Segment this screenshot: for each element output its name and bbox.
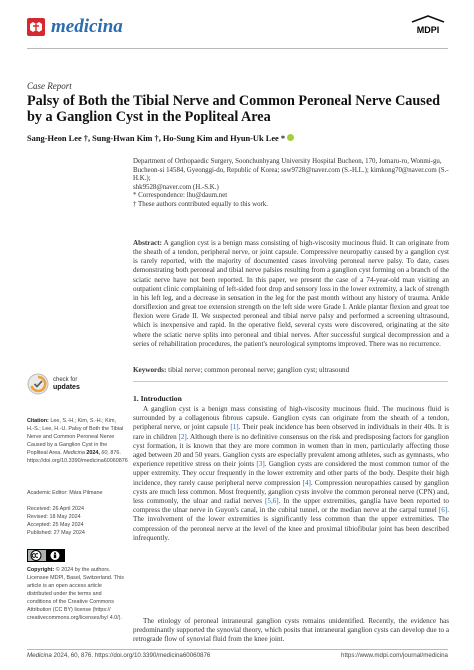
keywords-text: tibial nerve; common peroneal nerve; ganglion cyst; ultrasound bbox=[168, 366, 350, 374]
correspondence: * Correspondence: lhu@daum.net bbox=[133, 192, 228, 200]
footer-citation bbox=[27, 652, 210, 659]
reference-link[interactable]: [1] bbox=[230, 423, 239, 432]
published-date: Published: 27 May 2024 bbox=[27, 530, 85, 536]
publication-dates bbox=[27, 505, 124, 537]
reference-link[interactable]: [6] bbox=[438, 506, 448, 515]
citation-text: Lee, S.-H.; Kim, S.-H.; Kim, H.-S.; Lee, H.-U. Palsy of Both the Tibial Nerve and Common Peroneal Nerve Caused by a Ganglion Cyst in the Popliteal Area. bbox=[27, 418, 124, 456]
check-for-updates-icon bbox=[27, 373, 49, 395]
orcid-icon[interactable] bbox=[287, 134, 294, 141]
citation-journal: Medicina bbox=[63, 450, 85, 456]
affiliation-line: shk9528@naver.com (H.-S.K.) bbox=[133, 183, 219, 191]
mdpi-logo[interactable] bbox=[408, 14, 448, 38]
reference-link[interactable]: [4] bbox=[302, 478, 311, 487]
updates-label: updates bbox=[53, 383, 80, 391]
copyright-notice bbox=[27, 566, 124, 622]
affiliation-line: Bucheon-si 14584, Gyeonggi-do, Republic of Korea; ssw9728@naver.com (S.-H.L.); kimkong70@naver.com (S.-H.K.); bbox=[133, 166, 449, 183]
journal-crest-icon bbox=[27, 18, 45, 36]
section-heading: 1. Introduction bbox=[133, 394, 182, 403]
keywords-rule bbox=[133, 381, 448, 382]
abstract bbox=[133, 239, 449, 349]
reference-link[interactable]: [3] bbox=[256, 460, 265, 469]
equal-contribution-note: † These authors contributed equally to this work. bbox=[133, 200, 268, 208]
publisher-name: MDPI bbox=[416, 25, 440, 35]
citation-year: 2024, bbox=[86, 450, 100, 456]
revised-date: Revised: 18 May 2024 bbox=[27, 514, 81, 520]
received-date: Received: 26 April 2024 bbox=[27, 506, 84, 512]
citation-volume: 60, bbox=[101, 450, 109, 456]
journal-logo[interactable] bbox=[27, 16, 177, 38]
journal-name: medicina bbox=[51, 16, 123, 37]
footer-rule bbox=[27, 649, 448, 650]
check-for-label: check for bbox=[53, 376, 78, 383]
journal-url[interactable]: https://www.mdpi.com/journal/medicina bbox=[341, 652, 448, 659]
citation bbox=[27, 417, 128, 465]
copyright-label: Copyright: bbox=[27, 567, 55, 573]
intro-paragraph: A ganglion cyst is a benign mass consisting of high-viscosity mucinous fluid. The mucinous fluid is surrounded by a collagenous fibrous capsule. Ganglion cysts can originate from the sheath of a tendon, peripheral nerve, or joint capsule [1]. Their peak incidence has been observed in individuals in their 40s. It is rare in children [2]. Although there is no definitive consensus on the risk and predisposing factors for ganglion cyst formation, it is known that they are more common in women than in men, particularly affecting those aged between 20 and 50 years. Ganglion cysts are especially prevalent among athletes, such as gymnasts, who experience repetitive stress on their joints [3]. Ganglion cysts are considered the most common tumor of the upper extremity. They occur frequently in the lower extremity and other parts of the body. Despite their high incidence, they rarely cause peripheral nerve compression [4]. Compression neuropathies caused by ganglion cysts are much less common. Most frequently, ganglion cysts involve the common peroneal nerve (CPN) and, less commonly, the ulnar and radial nerves [5,6]. In the upper extremities, ganglia have been reported to compress the ulnar nerve in Guyon's canal, in the cubital tunnel, or the median nerve at the carpal tunnel [6]. The involvement of the lower extremities is significantly less common than the upper extremities. The compression of the peroneal nerve at the level of the knee and proximal tibiofibular joint has been described infrequently. bbox=[133, 405, 449, 542]
keywords-label: Keywords: bbox=[133, 366, 167, 374]
academic-editor: Academic Editor: Mára Pilmane bbox=[27, 490, 103, 496]
citation-doi[interactable]: 876. https://doi.org/10.3390/medicina60060876 bbox=[27, 450, 128, 464]
article-type: Case Report bbox=[27, 81, 72, 91]
accepted-date: Accepted: 25 May 2024 bbox=[27, 522, 84, 528]
affiliation-line: Department of Orthopaedic Surgery, Soonchunhyang University Hospital Bucheon, 170, Jomaru-ro, Wonmi-gu, bbox=[133, 158, 442, 165]
footer-doi[interactable]: 2024, 60, 876. https://doi.org/10.3390/medicina60060876 bbox=[53, 652, 211, 659]
header-rule bbox=[27, 48, 448, 49]
intro-paragraph: The etiology of peroneal intraneural ganglion cysts remains unidentified. Recently, the evidence has predominantly supported the synovial theory, which posits that intraneural ganglion cysts can develop due to a retrograde flow of synovial fluid from the knee joint. bbox=[133, 617, 449, 644]
copyright-text: © 2024 by the authors. Licensee MDPI, Basel, Switzerland. This article is an open access article distributed under the terms and conditions of the Creative Commons Attribution (CC BY) license (https:// creativecommons.org/licenses/by/ 4.0/). bbox=[27, 567, 124, 621]
affiliations bbox=[133, 158, 449, 210]
reference-link[interactable]: [2] bbox=[178, 432, 187, 441]
check-for-updates-badge[interactable] bbox=[27, 370, 97, 398]
citation-label: Citation: bbox=[27, 418, 49, 424]
cc-by-license-icon[interactable] bbox=[27, 549, 65, 562]
abstract-label: Abstract: bbox=[133, 239, 162, 247]
article-title: Palsy of Both the Tibial Nerve and Common Peroneal Nerve Caused by a Ganglion Cyst in the Popliteal Area bbox=[27, 93, 441, 125]
footer-journal: Medicina bbox=[27, 652, 52, 659]
keywords bbox=[133, 366, 449, 375]
reference-link[interactable]: [5,6] bbox=[265, 497, 279, 506]
author-list bbox=[27, 134, 294, 143]
abstract-text: A ganglion cyst is a benign mass consisting of high-viscosity mucinous fluid. It can originate from the sheath of a tendon, peripheral nerve, or joint capsule. Compressive neuropathy caused by a ganglion cyst is rarely reported, with the majority of documented cases involving peroneal nerve palsy. To date, cases demonstrating both peroneal and tibial nerve palsies resulting from a ganglion cyst forming on a branch of the sciatic nerve have not been reported. In this paper, we present the case of a 74-year-old man visiting an outpatient clinic complaining of left-sided foot drop and sensory loss in the lower extremity, a lack of strength in his left leg, and a decrease in sensation in the leg for the past month without any history of trauma. Ankle dorsiflexion and great toe extension strength on the left side were Grade I. Ankle plantar flexion and great toe flexion were Grade II. We suspected peroneal and tibial nerve palsy and performed a screening ultrasound, which is inexpensive and rapid. In the operative field, several cysts were discovered, originating at the site where the sciatic nerve splits into peroneal and tibial nerves. After successful surgical decompression and a series of rehabilitation procedures, the patient's neurological symptoms improved. There was no recurrence. bbox=[133, 239, 449, 348]
author-names: Sang-Heon Lee †, Sung-Hwan Kim †, Ho-Sung Kim and Hyun-Uk Lee * bbox=[27, 134, 286, 143]
